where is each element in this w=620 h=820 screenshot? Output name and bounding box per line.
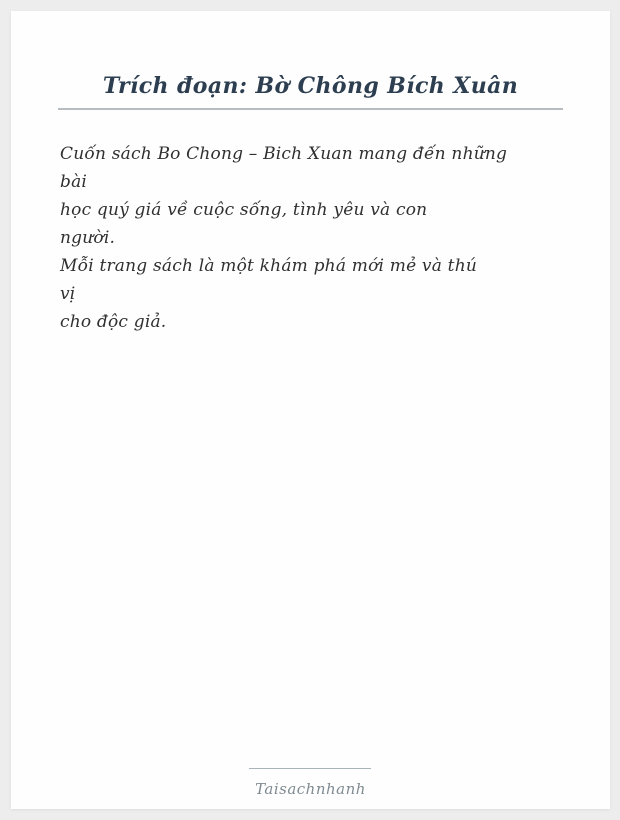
page-title: Trích đoạn: Bờ Chông Bích Xuân — [102, 73, 519, 99]
body-line-3: học quý giá về cuộc sống, tình yêu và con — [60, 200, 428, 220]
body-line-2: bài — [60, 172, 88, 192]
body-line-5: Mỗi trang sách là một khám phá mới mẻ và thú — [60, 256, 478, 276]
footer-signature: Taisachnhanh — [255, 780, 366, 798]
title-divider — [58, 108, 563, 110]
document-body — [60, 140, 570, 336]
body-line-6: vị — [60, 284, 76, 304]
body-line-7: cho độc giả. — [60, 312, 167, 332]
document-page — [11, 11, 610, 809]
footer-divider — [249, 768, 371, 769]
body-line-4: người. — [60, 228, 116, 248]
body-line-1: Cuốn sách Bo Chong – Bich Xuan mang đến những — [60, 144, 508, 164]
